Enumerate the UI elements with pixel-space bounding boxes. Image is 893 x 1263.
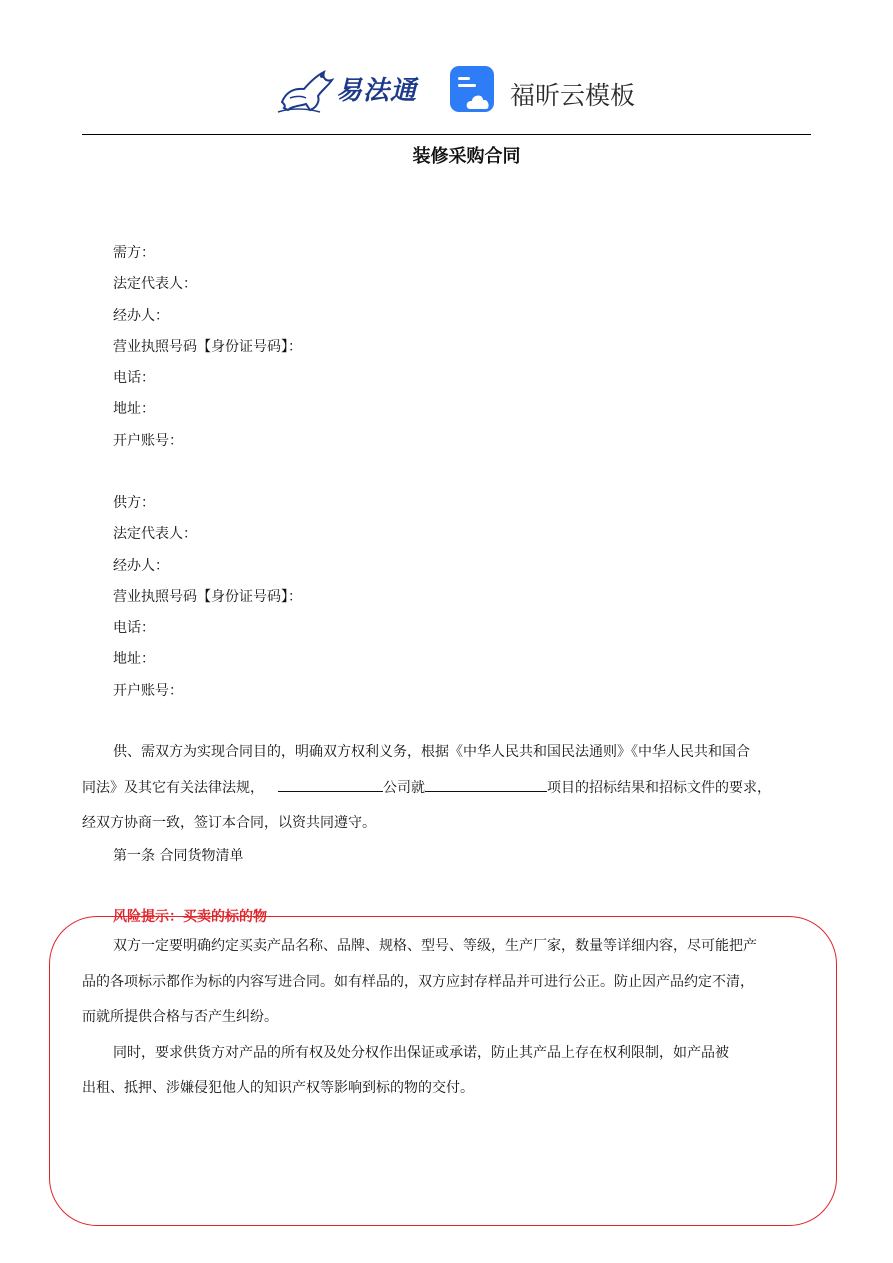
seller-field: 供方： <box>113 495 155 511</box>
intro-text: 项目的招标结果和招标文件的要求， <box>547 779 771 796</box>
seller-field: 经办人： <box>113 557 169 574</box>
foxit-template-logo-text: 福昕云模板 <box>510 81 636 110</box>
seller-field: 营业执照号码【身份证号码】： <box>113 588 302 605</box>
buyer-field: 需方： <box>113 245 155 261</box>
buyer-field: 法定代表人： <box>113 276 197 293</box>
intro-text: 同法》及其它有关法律法规， <box>82 779 264 796</box>
document-title: 装修采购合同 <box>412 146 521 167</box>
yifatong-logo <box>276 62 426 114</box>
company-blank <box>278 777 383 792</box>
intro-line: 经双方协商一致，签订本合同，以资共同遵守。 <box>82 815 376 831</box>
header-divider <box>82 134 811 135</box>
risk-line: 品的各项标示都作为标的内容写进合同。如有样品的，双方应封存样品并可进行公正。防止因产品约定不清， <box>82 973 754 990</box>
intro-paragraph <box>82 735 822 842</box>
seller-field: 电话： <box>113 620 155 637</box>
risk-line: 双方一定要明确约定买卖产品名称、品牌、规格、型号、等级，生产厂家，数量等详细内容，尽可能把产 <box>113 938 757 954</box>
qilin-icon <box>276 62 338 114</box>
intro-line: 供、需双方为实现合同目的，明确双方权利义务，根据《中华人民共和国民法通则》《中华人民共和国合 <box>113 744 750 760</box>
buyer-field: 经办人： <box>113 307 169 324</box>
risk-note-text <box>82 929 824 1107</box>
buyer-field: 开户账号： <box>113 432 183 449</box>
cloud-doc-icon <box>448 64 498 116</box>
risk-note-title: 风险提示：买卖的标的物 <box>113 909 267 925</box>
buyer-field: 营业执照号码【身份证号码】： <box>113 338 302 355</box>
buyer-field: 电话： <box>113 370 155 387</box>
clause-heading: 第一条 合同货物清单 <box>113 848 244 864</box>
yifatong-logo-text: 易法通 <box>336 76 418 106</box>
intro-text: 公司就 <box>383 779 425 796</box>
risk-line: 而就所提供合格与否产生纠纷。 <box>82 1009 278 1025</box>
buyer-info <box>113 238 302 457</box>
intro-line <box>82 771 822 807</box>
seller-field: 开户账号： <box>113 682 183 699</box>
risk-line: 同时，要求供货方对产品的所有权及处分权作出保证或承诺，防止其产品上存在权利限制，如产品被 <box>113 1044 729 1061</box>
project-blank <box>425 777 547 792</box>
seller-info <box>113 488 302 707</box>
seller-field: 法定代表人： <box>113 526 197 543</box>
risk-line: 出租、抵押、涉嫌侵犯他人的知识产权等影响到标的物的交付。 <box>82 1080 474 1096</box>
buyer-field: 地址： <box>113 401 155 418</box>
foxit-template-logo <box>448 64 658 118</box>
header-logos <box>0 58 893 120</box>
seller-field: 地址： <box>113 651 155 668</box>
